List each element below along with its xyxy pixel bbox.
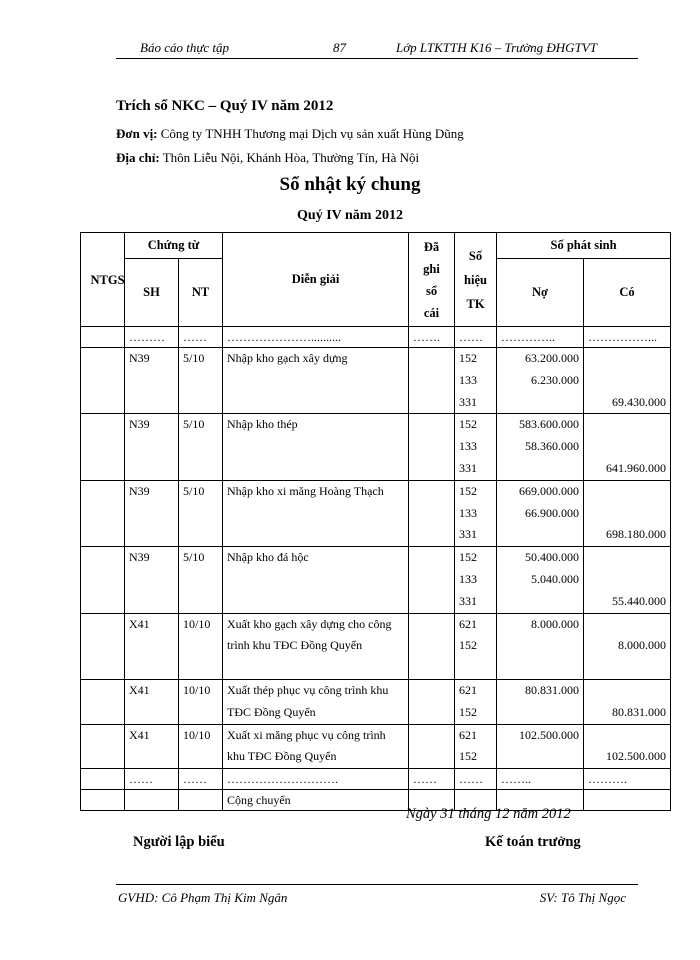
cell-co-line: 641.960.000 (606, 460, 667, 475)
cell-no-line: 102.500.000 (519, 727, 580, 742)
cell-tk-line: 152 (459, 550, 478, 565)
cell-co-line (588, 614, 666, 636)
cell-co-line (588, 481, 666, 503)
cell-no-line: 63.200.000 (525, 351, 580, 365)
cell-tk (455, 414, 497, 480)
cell-tk (455, 348, 497, 414)
cell-sh: X41 (125, 724, 179, 769)
cell-no-line: 8.000.000 (531, 616, 580, 631)
cell-tk-line: 152 (459, 749, 478, 764)
document-title: Sổ nhật ký chung (279, 174, 421, 195)
cell-co-line: 80.831.000 (612, 704, 667, 719)
cell-nt: 10/10 (179, 724, 223, 769)
cell-co-line (588, 414, 666, 436)
table-row-dots-bottom (81, 769, 671, 790)
cell-no-line (501, 657, 579, 679)
header-no: Nợ (497, 259, 584, 327)
cell-tk-line: 152 (459, 638, 478, 653)
cell-tk (455, 547, 497, 613)
cell-no-line (501, 746, 579, 768)
cell-sh: N39 (125, 348, 179, 414)
cell-da-ghi (409, 547, 455, 613)
table-row (81, 480, 671, 546)
cell-no-line (501, 635, 579, 657)
journal-table (80, 232, 671, 811)
cell-sh: X41 (125, 613, 179, 679)
unit-line (116, 126, 464, 142)
table-row-dots-top (81, 327, 671, 348)
cell-sh: ……… (125, 327, 179, 348)
cell-ntgs (81, 724, 125, 769)
unit-value: Công ty TNHH Thương mại Dịch vụ sản xuất Hùng Dũng (157, 126, 464, 141)
cell-da-ghi (409, 348, 455, 414)
cell-tk-line: 133 (459, 372, 478, 387)
cell-no-line: 6.230.000 (531, 372, 580, 387)
header-page-number: 87 (333, 40, 346, 55)
cell-co (584, 547, 671, 613)
cell-nt: 5/10 (179, 480, 223, 546)
cell-no: ………….. (497, 327, 584, 348)
cell-tk (455, 480, 497, 546)
cell-co-line (588, 657, 666, 679)
cell-tk-line: 133 (459, 571, 478, 586)
cell-dien-giai: Nhập kho thép (223, 414, 409, 480)
header-so-phat-sinh: Số phát sinh (497, 233, 671, 259)
cell-no-line: 80.831.000 (525, 682, 580, 697)
cell-nt: 10/10 (179, 613, 223, 679)
cell-tk-line: 133 (459, 505, 478, 520)
cell-no-line (501, 591, 579, 613)
unit-label: Đơn vị: (116, 126, 158, 141)
cell-no (497, 480, 584, 546)
cell-tk (455, 724, 497, 769)
cell-tk-line: 331 (459, 593, 478, 608)
header-ntgs: NTGS (81, 233, 125, 327)
report-date: Ngày 31 tháng 12 năm 2012 (406, 806, 571, 822)
cell-tk-line: 331 (459, 460, 478, 475)
cell-sh: N39 (125, 414, 179, 480)
document-subtitle: Quý IV năm 2012 (297, 208, 403, 223)
header-sh: SH (125, 259, 179, 327)
cell-tk-line: 621 (459, 682, 478, 697)
cell-tk-line: 152 (459, 704, 478, 719)
cell-nt (179, 790, 223, 811)
cell-no-line: 50.400.000 (525, 550, 580, 565)
cell-sh: …… (125, 769, 179, 790)
cell-co-line (588, 569, 666, 591)
cell-da-ghi (409, 414, 455, 480)
header-so-hieu-tk: Số hiệu TK (455, 233, 497, 327)
cell-tk-line: 621 (459, 616, 478, 631)
table-row (81, 348, 671, 414)
cell-no (497, 414, 584, 480)
cell-co-line (588, 348, 666, 370)
cell-dien-giai: Cộng chuyển (223, 790, 409, 811)
address-line (116, 150, 419, 166)
cell-no (497, 613, 584, 679)
cell-da-ghi (409, 480, 455, 546)
cell-co-line (588, 680, 666, 702)
cell-co (584, 613, 671, 679)
cell-co (584, 679, 671, 724)
cell-tk-line: 152 (459, 483, 478, 498)
cell-no-line: 5.040.000 (531, 571, 580, 586)
cell-ntgs (81, 613, 125, 679)
cell-co (584, 348, 671, 414)
cell-tk: …… (455, 769, 497, 790)
footer-supervisor: GVHD: Cô Phạm Thị Kim Ngân (118, 890, 288, 905)
address-label: Địa chỉ: (116, 150, 160, 165)
footer-student: SV: Tô Thị Ngọc (539, 890, 626, 905)
cell-tk-line: 331 (459, 394, 478, 409)
cell-no-line (501, 702, 579, 724)
page-footer (116, 884, 638, 909)
page-header (116, 38, 638, 59)
preparer-signature-label: Người lập biểu (133, 834, 225, 850)
cell-ntgs (81, 769, 125, 790)
cell-tk-line: 152 (459, 351, 478, 365)
cell-co (584, 480, 671, 546)
cell-sh: N39 (125, 547, 179, 613)
cell-no (497, 679, 584, 724)
cell-tk-line: 331 (459, 527, 478, 542)
table-row (81, 679, 671, 724)
cell-tk (455, 613, 497, 679)
table-row (81, 724, 671, 769)
header-chung-tu: Chứng từ (125, 233, 223, 259)
header-report-label: Báo cáo thực tập (140, 40, 230, 55)
cell-co: ……………... (584, 327, 671, 348)
header-co: Có (584, 259, 671, 327)
cell-co-line: 8.000.000 (618, 638, 667, 653)
extract-title: Trích sổ NKC – Quý IV năm 2012 (116, 98, 334, 114)
cell-da-ghi (409, 724, 455, 769)
cell-co-line: 69.430.000 (612, 394, 667, 409)
cell-no (497, 547, 584, 613)
cell-ntgs (81, 348, 125, 414)
cell-ntgs (81, 790, 125, 811)
cell-no-line: 583.600.000 (519, 417, 580, 432)
cell-sh (125, 790, 179, 811)
cell-no (497, 348, 584, 414)
cell-no-line (501, 458, 579, 480)
cell-co (584, 414, 671, 480)
table-row-total (81, 790, 671, 811)
cell-ntgs (81, 547, 125, 613)
cell-nt: 10/10 (179, 679, 223, 724)
cell-da-ghi: ……. (409, 327, 455, 348)
cell-sh: X41 (125, 679, 179, 724)
cell-sh: N39 (125, 480, 179, 546)
cell-co-line (588, 370, 666, 392)
cell-tk-line: 133 (459, 439, 478, 454)
cell-co (584, 724, 671, 769)
table-row (81, 547, 671, 613)
cell-dien-giai: ………………….......... (223, 327, 409, 348)
cell-dien-giai: ………………………. (223, 769, 409, 790)
cell-nt: …… (179, 769, 223, 790)
cell-da-ghi (409, 613, 455, 679)
cell-co: ………. (584, 769, 671, 790)
header-da-ghi-so-cai: Đã ghi sổ cái (409, 233, 455, 327)
cell-dien-giai: Xuất kho gạch xây dựng cho công trình khu TĐC Đồng Quyển (223, 613, 409, 679)
cell-no (497, 724, 584, 769)
cell-dien-giai: Xuất thép phục vụ công trình khu TĐC Đồng Quyển (223, 679, 409, 724)
cell-co-line: 55.440.000 (612, 593, 667, 608)
cell-co (584, 790, 671, 811)
cell-co-line: 102.500.000 (606, 749, 667, 764)
cell-no-line: 58.360.000 (525, 439, 580, 454)
cell-ntgs (81, 327, 125, 348)
cell-ntgs (81, 480, 125, 546)
cell-dien-giai: Nhập kho xi măng Hoàng Thạch (223, 480, 409, 546)
cell-no-line: 669.000.000 (519, 483, 580, 498)
address-value: Thôn Liễu Nội, Khánh Hòa, Thường Tín, Hà Nội (159, 150, 420, 165)
cell-no: …….. (497, 769, 584, 790)
cell-co-line: 698.180.000 (606, 527, 667, 542)
cell-co-line (588, 547, 666, 569)
header-class-label: Lớp LTKTTH K16 – Trường ĐHGTVT (396, 40, 597, 55)
cell-dien-giai: Nhập kho gạch xây dựng (223, 348, 409, 414)
cell-ntgs (81, 679, 125, 724)
cell-no-line: 66.900.000 (525, 505, 580, 520)
cell-tk-line (459, 657, 492, 679)
cell-da-ghi: …… (409, 769, 455, 790)
cell-tk-line: 152 (459, 417, 478, 432)
cell-tk-line: 621 (459, 727, 478, 742)
cell-nt: 5/10 (179, 547, 223, 613)
cell-da-ghi (409, 679, 455, 724)
cell-nt: …… (179, 327, 223, 348)
chief-accountant-signature-label: Kế toán trưởng (485, 834, 581, 850)
cell-dien-giai: Nhập kho đá hộc (223, 547, 409, 613)
header-dien-giai: Diễn giải (223, 233, 409, 327)
cell-dien-giai: Xuất xi măng phục vụ công trình khu TĐC Đồng Quyển (223, 724, 409, 769)
cell-nt: 5/10 (179, 348, 223, 414)
header-nt: NT (179, 259, 223, 327)
cell-nt: 5/10 (179, 414, 223, 480)
cell-co-line (588, 436, 666, 458)
cell-tk (455, 679, 497, 724)
cell-tk: …… (455, 327, 497, 348)
table-row (81, 613, 671, 679)
cell-ntgs (81, 414, 125, 480)
cell-no-line (501, 392, 579, 414)
cell-co-line (588, 503, 666, 525)
cell-no-line (501, 524, 579, 546)
cell-co-line (588, 725, 666, 747)
table-row (81, 414, 671, 480)
